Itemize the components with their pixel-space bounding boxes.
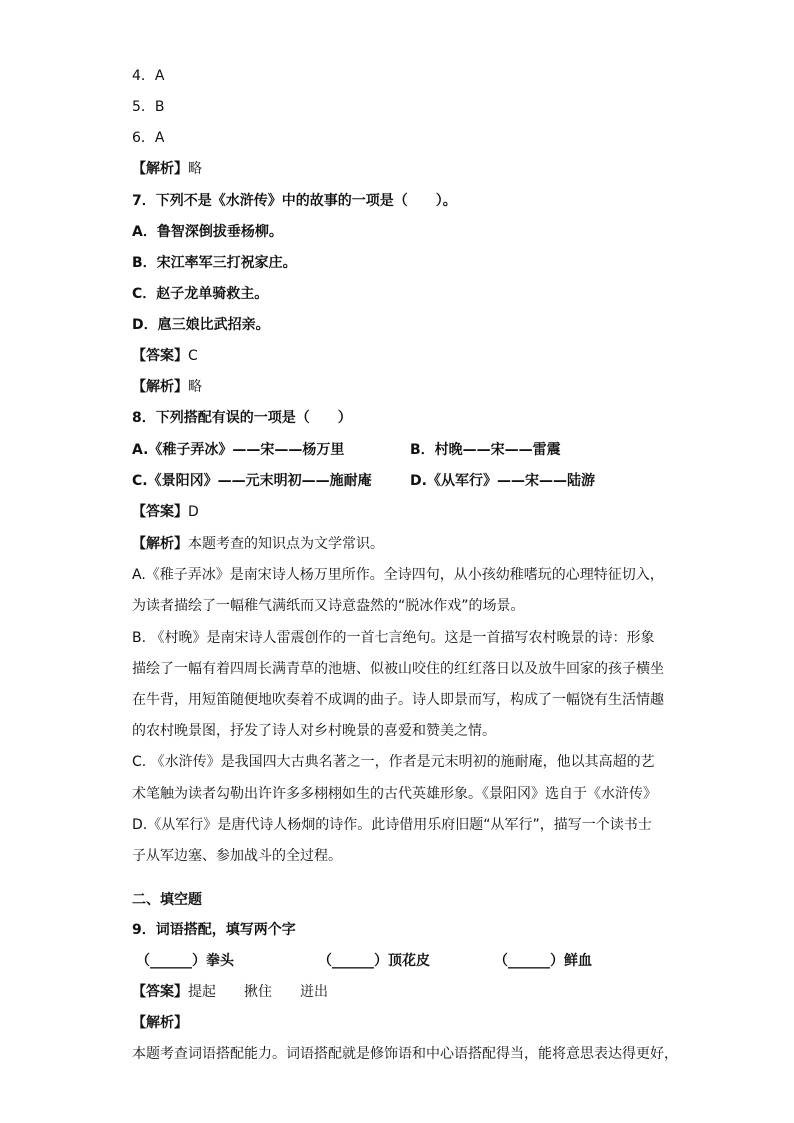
- q8-analysis-line: 描绘了一幅有着四周长满青草的池塘、似被山咬住的红红落日以及放牛回家的孩子横坐: [132, 661, 664, 677]
- analysis-text: 略: [188, 379, 202, 395]
- q8-analysis-line: D.《从军行》是唐代诗人杨炯的诗作。此诗借用乐府旧题“从军行”，描写一个读书士: [132, 817, 652, 833]
- q8-analysis-line: C. 《水浒传》是我国四大古典名著之一，作者是元末明初的施耐庵，他以其高超的艺: [132, 754, 655, 770]
- q7-answer-line: [132, 346, 198, 366]
- q8-option-a: A.《稚子弄冰》——宋——杨万里: [132, 442, 345, 458]
- answer-value: C: [188, 348, 198, 364]
- section-title: 二、填空题: [132, 892, 202, 908]
- q9-blank-2: （______）顶花皮: [318, 953, 430, 969]
- q8-analysis-line: A.《稚子弄冰》是南宋诗人杨万里所作。全诗四句，从小孩幼稚嗜玩的心理特征切入，: [132, 567, 664, 583]
- q8-analysis-line: 的农村晚景图，抒发了诗人对乡村晚景的喜爱和赞美之情。: [132, 723, 496, 739]
- analysis-text: 略: [188, 161, 202, 177]
- answer-item-4: 4．A: [132, 68, 165, 84]
- answer-value-1: 提起: [188, 984, 216, 1000]
- answer-value-3: 迸出: [300, 984, 328, 1000]
- q7-option-d: D．扈三娘比武招亲。: [132, 317, 270, 333]
- q9-analysis-text: 本题考查词语搭配能力。词语搭配就是修饰语和中心语搭配得当，能将意思表达得更好，: [132, 1046, 678, 1062]
- analysis-line-q6: [132, 159, 202, 179]
- question-8-stem: 8．下列搭配有误的一项是（ ）: [132, 410, 352, 426]
- q8-analysis-intro: [132, 534, 384, 554]
- q9-answer-line: [132, 982, 328, 1002]
- q7-option-c: C．赵子龙单骑救主。: [132, 286, 269, 302]
- answer-value-2: 揪住: [244, 984, 272, 1000]
- answer-tag: 【答案】: [132, 984, 188, 1000]
- answer-tag: 【答案】: [132, 504, 188, 520]
- q7-analysis-line: [132, 377, 202, 397]
- analysis-tag: 【解析】: [132, 379, 188, 395]
- question-9-stem: 9．词语搭配，填写两个字: [132, 922, 296, 938]
- q9-blank-3: （______）鲜血: [494, 953, 592, 969]
- analysis-tag: 【解析】: [132, 161, 188, 177]
- q8-analysis-line: 子从军边塞、参加战斗的全过程。: [132, 848, 342, 864]
- q7-option-a: A．鲁智深倒拔垂杨柳。: [132, 224, 283, 240]
- analysis-text: 本题考查的知识点为文学常识。: [188, 536, 384, 552]
- question-7-stem: 7．下列不是《水浒传》中的故事的一项是（ ）。: [132, 193, 457, 209]
- q7-option-b: B．宋江率军三打祝家庄。: [132, 255, 297, 271]
- q9-blank-1: （______）拳头: [136, 953, 234, 969]
- q8-option-d: D.《从军行》——宋——陆游: [410, 473, 595, 489]
- q8-option-c: C.《景阳冈》——元末明初——施耐庵: [132, 473, 372, 489]
- answer-item-5: 5．B: [132, 99, 165, 115]
- q9-analysis-tag: 【解析】: [132, 1015, 188, 1031]
- q8-option-b: B．村晚——宋——雷震: [410, 442, 561, 458]
- answer-item-6: 6．A: [132, 130, 165, 146]
- answer-tag: 【答案】: [132, 348, 188, 364]
- q8-analysis-line: B. 《村晚》是南宋诗人雷震创作的一首七言绝句。这是一首描写农村晚景的诗：形象: [132, 630, 655, 646]
- q8-analysis-line: 为读者描绘了一幅稚气满纸而又诗意盎然的“脱冰作戏”的场景。: [132, 598, 525, 614]
- q8-answer-line: [132, 502, 199, 522]
- q8-analysis-line: 在牛背，用短笛随便地吹奏着不成调的曲子。诗人即景而写，构成了一幅饶有生活情趣: [132, 692, 664, 708]
- answer-value: D: [188, 504, 199, 520]
- analysis-tag: 【解析】: [132, 536, 188, 552]
- q8-analysis-line: 术笔触为读者勾勒出许许多多栩栩如生的古代英雄形象。《景阳冈》选自于《水浒传》: [132, 786, 657, 802]
